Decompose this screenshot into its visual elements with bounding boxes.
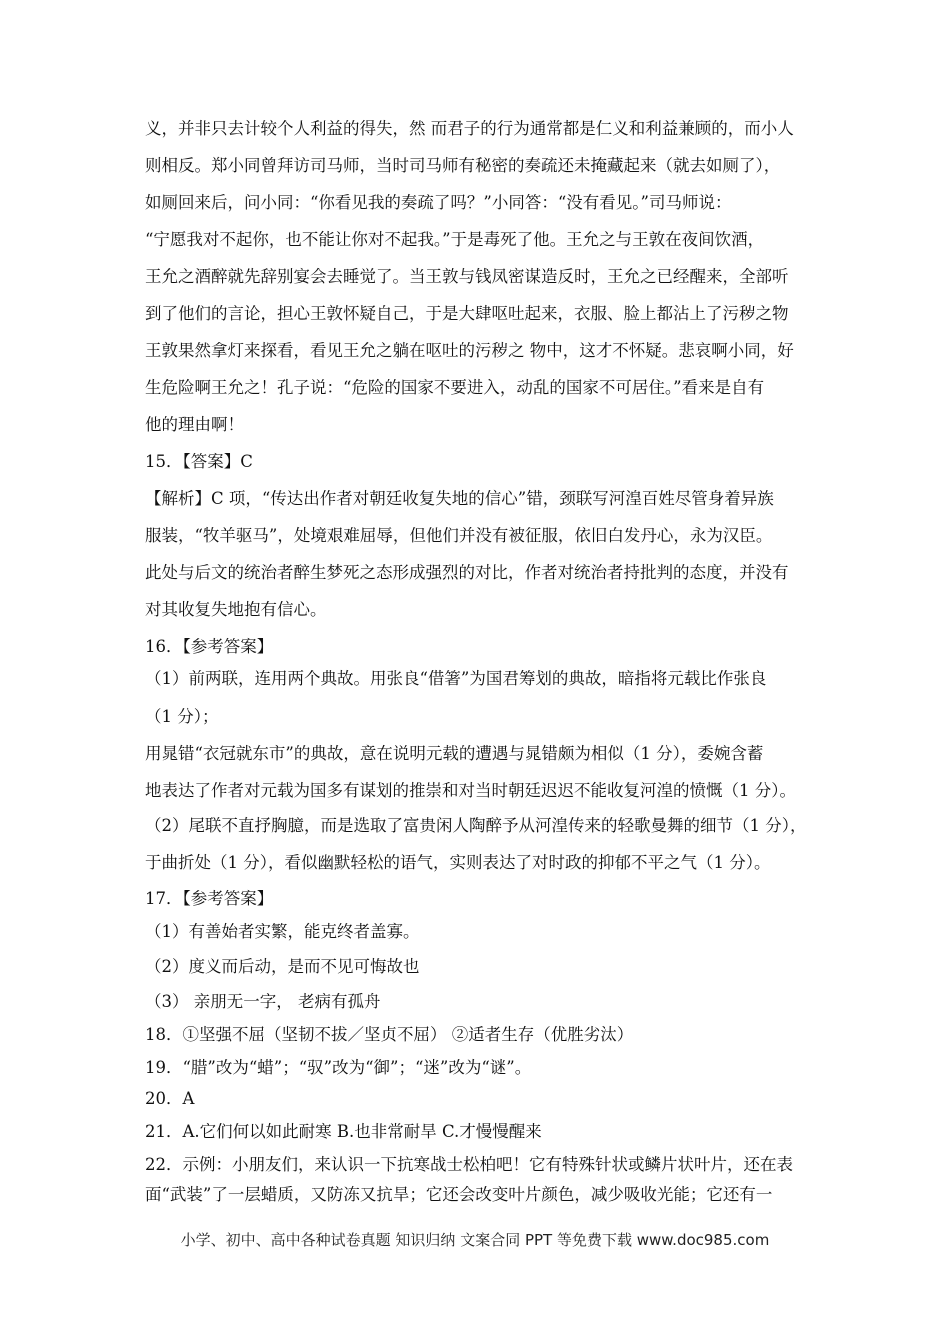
text-line: 用晁错“衣冠就东市”的典故，意在说明元载的遭遇与晁错颇为相似（1 分），委婉含蓄 — [145, 744, 764, 763]
answer-16: 16．【参考答案】 — [145, 637, 274, 656]
text-line: （1）前两联，连用两个典故。用张良“借箸”为国君筹划的典故，暗指将元载比作张良 — [145, 669, 767, 688]
text-line: 义，并非只去计较个人利益的得失，然 而君子的行为通常都是仁义和利益兼顾的，而小人 — [145, 119, 794, 138]
text-line: 生危险啊王允之！孔子说：“危险的国家不要进入，动乱的国家不可居住。”看来是自有 — [145, 378, 765, 397]
text-line: （2）尾联不直抒胸臆，而是选取了富贵闲人陶醉予从河湟传来的轻歌曼舞的细节（1 分）， — [145, 816, 807, 835]
text-line: （3） 亲朋无一字， 老病有孤舟 — [145, 992, 381, 1011]
answer-19: 19．“腊”改为“蜡”；“驭”改为“御”；“迷”改为“谜”。 — [145, 1058, 532, 1077]
text-line: 到了他们的言论，担心王敦怀疑自己，于是大肆呕吐起来，衣服、脸上都沾上了污秽之物 — [145, 304, 789, 323]
answer-21: 21．A.它们何以如此耐寒 B.也非常耐旱 C.才慢慢醒来 — [145, 1122, 542, 1141]
text-line: 于曲折处（1 分），看似幽默轻松的语气，实则表达了对时政的抑郁不平之气（1 分）。 — [145, 853, 771, 872]
answer-17: 17．【参考答案】 — [145, 889, 274, 908]
answer-15: 15．【答案】C — [145, 452, 253, 471]
text-line: （1 分）； — [145, 707, 219, 726]
text-line: （2）度义而后动，是而不见可悔故也 — [145, 957, 420, 976]
text-line: 如厕回来后，问小同：“你看见我的奏疏了吗？”小同答：“没有看见。”司马师说： — [145, 193, 732, 212]
text-line: 王允之酒醉就先辞别宴会去睡觉了。当王敦与钱凤密谋造反时，王允之已经醒来，全部听 — [145, 267, 789, 286]
footer-text: 小学、初中、高中各种试卷真题 知识归纳 文案合同 PPT 等免费下载 www.doc985.com — [180, 1231, 770, 1249]
text-line: 面“武装”了一层蜡质，又防冻又抗旱；它还会改变叶片颜色，减少吸收光能；它还有一 — [145, 1185, 773, 1204]
text-line: 则相反。郑小同曾拜访司马师，当时司马师有秘密的奏疏还未掩藏起来（就去如厕了）， — [145, 156, 781, 175]
text-line: 他的理由啊！ — [145, 415, 244, 434]
text-line: 服装，“牧羊驱马”，处境艰难屈辱，但他们并没有被征服，依旧白发丹心，永为汉臣。 — [145, 526, 773, 545]
text-line: 【解析】C 项，“传达出作者对朝廷收复失地的信心”错，颈联写河湟百姓尽管身着异族 — [145, 489, 774, 508]
answer-22: 22．示例：小朋友们，来认识一下抗寒战士松柏吧！它有特殊针状或鳞片状叶片，还在表 — [145, 1155, 793, 1174]
text-line: （1）有善始者实繁，能克终者盖寡。 — [145, 922, 420, 941]
text-line: 地表达了作者对元载为国多有谋划的推崇和对当时朝廷迟迟不能收复河湟的愤慨（1 分）。 — [145, 781, 796, 800]
answer-20: 20．A — [145, 1089, 195, 1108]
text-line: 王敦果然拿灯来探看，看见王允之躺在呕吐的污秽之 物中，这才不怀疑。悲哀啊小同，好 — [145, 341, 794, 360]
text-line: 对其收复失地抱有信心。 — [145, 600, 327, 619]
answer-18: 18．①坚强不屈（坚韧不拔／坚贞不屈） ②适者生存（优胜劣汰） — [145, 1025, 634, 1044]
text-line: “宁愿我对不起你，也不能让你对不起我。”于是毒死了他。王允之与王敦在夜间饮酒， — [145, 230, 765, 249]
text-line: 此处与后文的统治者醉生梦死之态形成强烈的对比，作者对统治者持批判的态度，并没有 — [145, 563, 789, 582]
